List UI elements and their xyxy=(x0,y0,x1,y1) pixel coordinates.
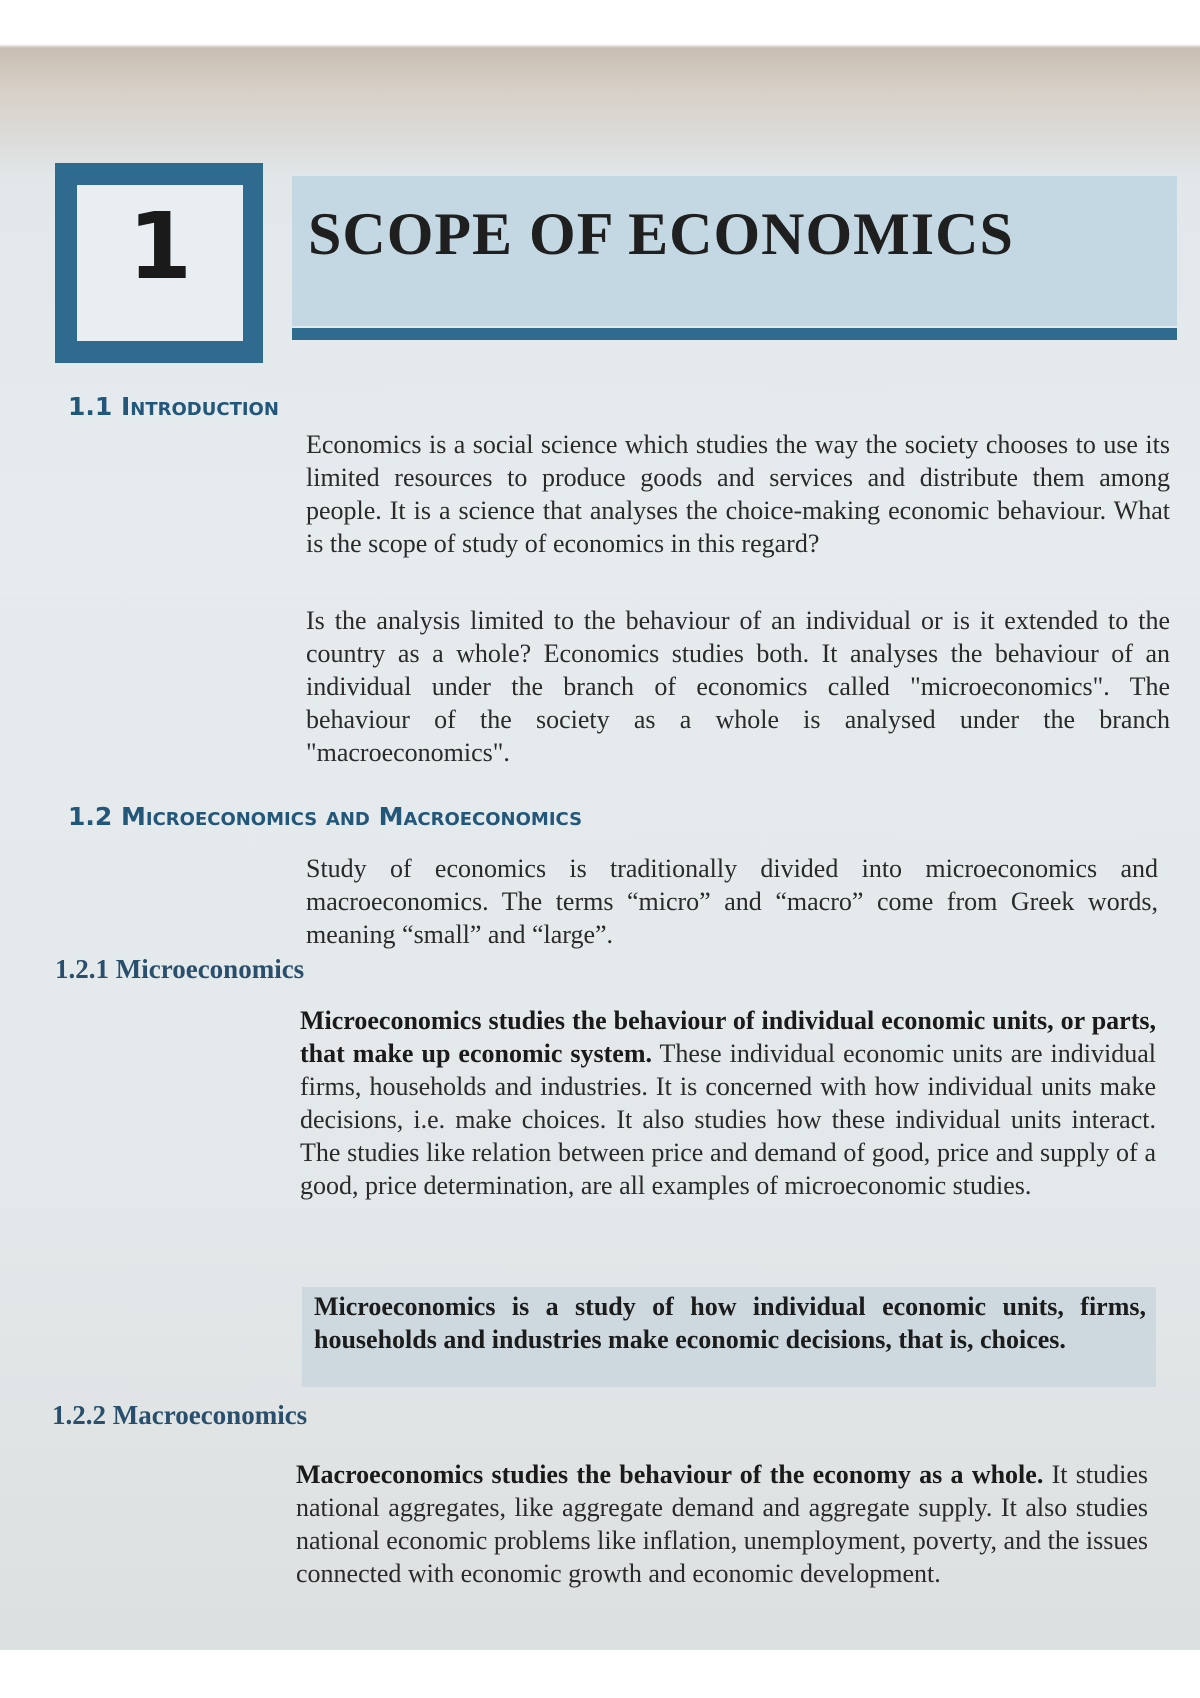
macroeconomics-body: It studies national aggregates, like aggregate demand and aggregate supply. It also studies national economic problems like inflation, unemployment, poverty, and the issues connected with economic growth and economic development. xyxy=(296,1460,1148,1588)
microeconomics-definition: Microeconomics is a study of how individual economic units, firms, households and industries make economic decisions, that is, choices. xyxy=(314,1292,1146,1354)
section-heading-introduction: 1.1 Introduction xyxy=(68,392,279,421)
intro-paragraph-1: Economics is a social science which studies the way the society chooses to use its limited resources to produce goods and services and distribute them among people. It is a science that analyses the choice-making economic behaviour. What is the scope of study of economics in this regard? xyxy=(306,430,1170,558)
microeconomics-paragraph xyxy=(300,1004,1156,1202)
macroeconomics-paragraph xyxy=(296,1458,1148,1590)
intro-paragraph-2: Is the analysis limited to the behaviour of an individual or is it extended to the country as a whole? Economics studies both. It analyses the behaviour of an individual under the branch of economics called "microeconomics". The behaviour of the society as a whole is analysed under the branch "macroeconomics". xyxy=(306,606,1170,767)
page-top-edge xyxy=(0,0,1200,180)
macroeconomics-lead: Macroeconomics studies the behaviour of the economy as a whole. xyxy=(296,1460,1044,1489)
page-bottom-edge xyxy=(0,1650,1200,1698)
chapter-title-rule xyxy=(292,328,1177,340)
chapter-title: SCOPE OF ECONOMICS xyxy=(308,201,1014,267)
microeconomics-lead: Microeconomics studies the behaviour of individual economic units, or parts, that make up economic system. xyxy=(300,1006,1156,1068)
subsection-heading-macroeconomics: 1.2.2 Macroeconomics xyxy=(52,1400,308,1430)
microeconomics-body: These individual economic units are individual firms, households and industries. It is concerned with how individual units make decisions, i.e. make choices. It also studies how these individual units interact. The studies like relation between price and demand of good, price and supply of a good, price determination, are all examples of microeconomic studies. xyxy=(300,1039,1156,1200)
micro-macro-paragraph: Study of economics is traditionally divided into microeconomics and macroeconomics. The terms “micro” and “macro” come from Greek words, meaning “small” and “large”. xyxy=(306,854,1158,949)
section-heading-micro-macro: 1.2 Microeconomics and Macroeconomics xyxy=(68,802,583,831)
subsection-heading-microeconomics: 1.2.1 Microeconomics xyxy=(55,954,305,984)
chapter-number: 1 xyxy=(127,193,192,300)
